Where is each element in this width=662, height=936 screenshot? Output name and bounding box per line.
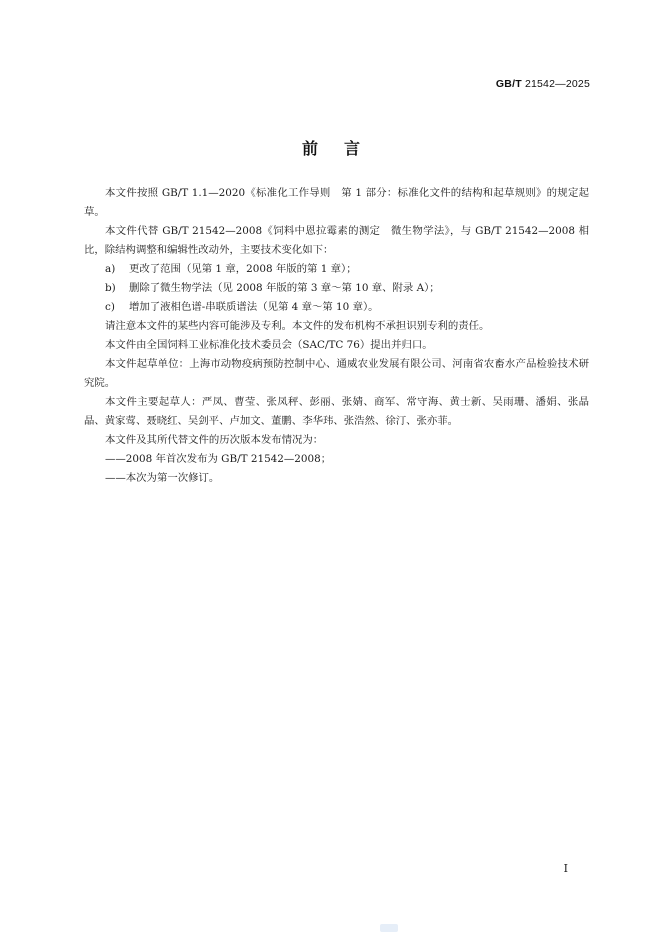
standard-code-prefix: GB/T xyxy=(495,78,522,90)
history-intro-paragraph: 本文件及其所代替文件的历次版本发布情况为： xyxy=(105,434,324,446)
change-item-a xyxy=(84,260,589,279)
proposer-paragraph: 本文件由全国饲料工业标准化技术委员会（SAC/TC 76）提出并归口。 xyxy=(105,339,433,351)
change-item-marker: a) xyxy=(105,263,116,275)
change-item-b xyxy=(84,279,589,298)
watermark-mark xyxy=(380,924,398,932)
history-item: ——2008 年首次发布为 GB/T 21542—2008； xyxy=(105,453,332,465)
change-item-text: 更改了范围（见第 1 章，2008 年版的第 1 章）； xyxy=(129,263,357,275)
change-item-text: 删除了微生物学法（见 2008 年版的第 3 章～第 10 章、附录 A）； xyxy=(129,282,440,294)
drafting-units-paragraph: 本文件起草单位：上海市动物疫病预防控制中心、通威农业发展有限公司、河南省农畜水产品检验技术研究院。 xyxy=(84,358,589,389)
change-item-c xyxy=(84,298,589,317)
replacement-paragraph: 本文件代替 GB/T 21542—2008《饲料中恩拉霉素的测定 微生物学法》，与 GB/T 21542—2008 相比，除结构调整和编辑性改动外，主要技术变化如下： xyxy=(84,225,589,256)
standard-code-number: 21542—2025 xyxy=(524,78,590,90)
drafting-basis-paragraph: 本文件按照 GB/T 1.1—2020《标准化工作导则 第 1 部分：标准化文件的结构和起草规则》的规定起草。 xyxy=(84,187,589,218)
page-title: 前言 xyxy=(301,139,386,158)
drafters-paragraph: 本文件主要起草人：严凤、曹莹、张凤秤、彭丽、张婧、商军、常守海、黄士新、吴雨珊、潘娟、张晶晶、黄家莺、聂晓红、吴剑平、卢加文、董鹏、李华玮、张浩然、徐汀、张亦菲。 xyxy=(84,396,589,427)
history-item: ——本次为第一次修订。 xyxy=(105,472,220,484)
patent-notice-paragraph: 请注意本文件的某些内容可能涉及专利。本文件的发布机构不承担识别专利的责任。 xyxy=(105,320,490,332)
foreword-body xyxy=(84,184,589,488)
change-item-text: 增加了液相色谱-串联质谱法（见第 4 章～第 10 章）。 xyxy=(129,301,379,313)
change-item-marker: b) xyxy=(105,282,116,294)
change-item-marker: c) xyxy=(105,301,115,313)
page-number: I xyxy=(563,862,568,875)
standard-code xyxy=(496,78,590,90)
